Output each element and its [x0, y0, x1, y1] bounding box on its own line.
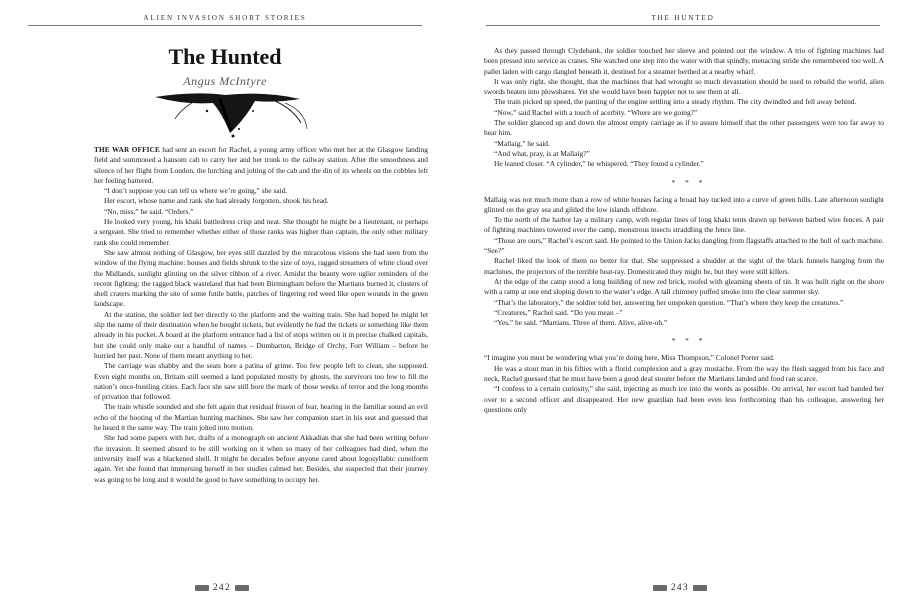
paragraph: “Those are ours,” Rachel’s escort said. He pointed to the Union Jacks dangling from flagstaffs attached to the hull of each machine. “See?” — [484, 235, 884, 256]
section-break: * * * — [671, 177, 707, 187]
author-name: Angus McIntyre — [183, 74, 267, 88]
paragraph: Her escort, whose name and rank she had already forgotten, shook his head. — [104, 196, 329, 206]
paragraph: To the north of the harbor lay a military camp, with regular lines of long khaki tents drawn up between barbed wire fences. A pair of fighting machines towered over the camp, monstrous insects straddling the fence line. — [484, 215, 884, 235]
paragraph: “Yes,” he said. “Martians. Three of them. Alive, alive-oh.” — [494, 318, 668, 328]
running-head-right: THE HUNTED — [486, 12, 880, 26]
paragraph: The carriage was shabby and the seats bore a patina of grime. Too few people left to clean, she supposed. Even eight months on, Britain still seemed a land populated mostly by ghosts, the survivors too few to fill the nation’s once-bustling cities. Each face she saw still bore the mark of those weeks of terror and the long months of privation that followed. — [94, 361, 428, 402]
page-number: 242 — [213, 582, 231, 592]
paragraph: He leaned closer. “A cylinder,” he whispered. “They found a cylinder.” — [494, 159, 704, 169]
opening-paragraph — [94, 145, 428, 186]
page-number: 243 — [671, 582, 689, 592]
folio-ornament-icon — [653, 585, 667, 591]
page-number-right — [468, 582, 892, 592]
paragraph: Rachel liked the look of them no better for that. She suppressed a shudder at the sight of the black funnels hanging from the machines, the projectors of the terrible heat-ray. Domesticated they might be, but they were still killers. — [484, 256, 884, 276]
paragraph: He was a stout man in his fifties with a florid complexion and a gray mustache. From the way the flesh sagged from his face and neck, Rachel guessed that he must have been a good deal stouter before the Martians landed and food ran scarce. — [484, 363, 884, 384]
paragraph: had sent an escort for Rachel, a young army officer who met her at the Glasgow landing field and summoned a hansom cab to carry her and her trunk to the railway station. After the smoothness and silence of her flight from London, the lurching and jolting of the cab and the din of its wheels on the cobbles left her feeling battered. — [94, 145, 428, 185]
paragraph: He looked very young, his khaki battledress crisp and neat. She thought he might be a lieutenant, or perhaps a sergeant. She tried to remember whether either of those ranks was higher than captain, the only other military rank she could remember. — [94, 217, 428, 247]
paragraph: “Now,” said Rachel with a touch of acerbity. “Where are we going?” — [494, 107, 698, 117]
paragraph: At the station, the soldier led her directly to the platform and the waiting train. She had hoped he might let slip the name of their destination when he bought tickets, but evidently he had the tickets or something like them already in his pocket. A board at the platform entrance had a list of stops written on it in precise chalked capitals, but she could only make out a handful of names – Dumbarton, Bridge of Orchy, Fort William – before he hurried her past. None of them meant anything to her. — [94, 309, 428, 360]
title-block — [28, 44, 422, 139]
paragraph: “I imagine you must be wondering what you’re doing here, Miss Thompson,” Colonel Porter said. — [484, 353, 775, 363]
paragraph: The train whistle sounded and she felt again that residual frisson of fear, hearing in the familiar sound an evil echo of the hooting of the Martian hunting machines. She saw her companion start in his seat and guessed that he heard it the same way. The train jolted into motion. — [94, 402, 428, 433]
paragraph: At the edge of the camp stood a long building of new red brick, roofed with gleaming sheets of tin. It was built right on the shore with a ramp at one end sloping down to the water’s edge. A tall chimney puffed smoke into the clear summer sky. — [484, 276, 884, 297]
paragraph: “That’s the laboratory,” the soldier told her, answering her unspoken question. “That’s where they keep the creatures.” — [494, 297, 844, 307]
right-body-text — [484, 46, 884, 415]
paragraph: “No, miss,” he said. “Orders.” — [104, 206, 194, 216]
section-break: * * * — [671, 336, 707, 346]
ink-splash-ornament-icon — [135, 89, 315, 139]
folio-ornament-icon — [235, 585, 249, 591]
paragraph: “I don’t suppose you can tell us where we’re going,” she said. — [104, 186, 288, 196]
folio-ornament-icon — [195, 585, 209, 591]
paragraph: The soldier glanced up and down the almost empty carriage as if to assure himself that the other passengers were too far away to hear him. — [484, 118, 884, 138]
lead-in: THE WAR OFFICE — [94, 146, 161, 154]
paragraph: “Creatures,” Rachel said. “Do you mean –” — [494, 307, 623, 317]
running-head-left: ALIEN INVASION SHORT STORIES — [28, 12, 422, 26]
paragraph: “Mallaig,” he said. — [494, 138, 550, 148]
paragraph: Mallaig was not much more than a row of white houses facing a broad bay tucked into a curve of green hills. Late afternoon sunlight glinted on the gray sea and gilded the low islands offshore. — [484, 194, 884, 214]
paragraph: As they passed through Clydebank, the soldier touched her sleeve and pointed out the window. A trio of fighting machines had been pressed into service as cranes. She watched one step into the water with that spindly, menacing stride she remembered too well. A pallet laden with cargo dangled beneath it, destined for a steamer berthed at a nearby wharf. — [484, 46, 884, 76]
right-page — [468, 0, 892, 600]
page-number-left — [10, 582, 434, 592]
paragraph: “And what, pray, is at Mallaig?” — [494, 148, 590, 158]
paragraph: The train picked up speed, the panting of the engine settling into a steady rhythm. The city dwindled and fell away behind. — [494, 97, 857, 107]
paragraph: She saw almost nothing of Glasgow, her eyes still dazzled by the miraculous visions she had seen from the window of the flying machine: houses and fields shrunk to the size of toys, ragged streamers of white cloud over the Midlands, sunlight glinting on the silver ribbon of a river. Amidst the beauty were uglier reminders of the recent fighting: the ragged black wasteland that had been Birmingham before the Martians burned it, clusters of shell craters marking the site of some futile battle, patches of lingering red weed like open wounds in the green landscape. — [94, 247, 428, 309]
story-title: The Hunted — [168, 44, 282, 69]
paragraph: It was only right, she thought, that the machines that had wrought so much devastation should be used to rebuild the world, alien swords beaten into plowshares. Yet she would have been happier not to see them at all. — [484, 76, 884, 97]
paragraph: “I confess to a certain curiosity,” she said, injecting as much ice into the words as possible. On arrival, her escort had handed her over to a second officer and disappeared. Her new guardian had been even less forthcoming than his colleague, answering her questions only — [484, 384, 884, 414]
left-page — [10, 0, 434, 600]
left-body-text — [94, 145, 428, 485]
paragraph: She had some papers with her, drafts of a monograph on ancient Akkadian that she had been writing before the invasion. It seemed absurd to be still working on it when so many of her colleagues had died, when the university itself was a blackened shell. It might be decades before anyone cared about logosyllabic cuneiform again. Yet she found that immersing herself in her studies calmed her. Besides, she suspected that their journey was going to be long and it would be good to have something to occupy her. — [94, 433, 428, 484]
folio-ornament-icon — [693, 585, 707, 591]
